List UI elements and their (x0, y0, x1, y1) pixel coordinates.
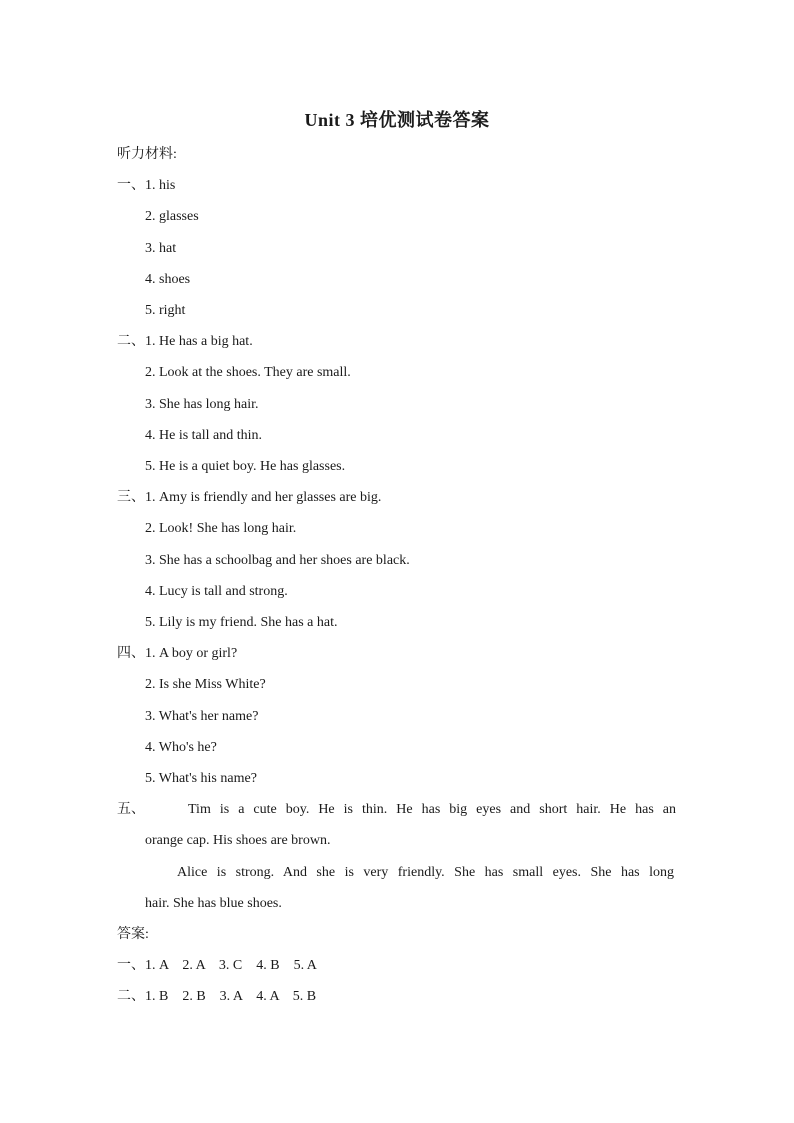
passage-1-line-1: Tim is a cute boy. He is thin. He has big eyes and short hair. He has an (188, 802, 676, 817)
section-marker: 五、 (117, 802, 145, 817)
answer-row-2 (117, 988, 316, 1006)
section-marker: 二、 (117, 989, 145, 1004)
section-marker: 四、 (117, 646, 145, 661)
list-item: 3. hat (145, 241, 177, 256)
list-item: 4. He is tall and thin. (145, 428, 263, 443)
section-marker: 二、 (117, 334, 145, 349)
listening-heading: 听力材料: (117, 147, 177, 162)
page-title: Unit 3 培优测试卷答案 (304, 110, 490, 130)
list-item: 2. Look at the shoes. They are small. (145, 365, 351, 380)
answer-values: 1. B 2. B 3. A 4. A 5. B (145, 989, 317, 1004)
list-item: 2. Look! She has long hair. (145, 521, 297, 536)
list-item: 1. his (145, 178, 176, 193)
section-marker: 一、 (117, 958, 145, 973)
list-item: 5. What's his name? (145, 771, 257, 786)
answer-row-1 (117, 957, 317, 975)
section-3-first-line (117, 489, 381, 507)
list-item: 5. He is a quiet boy. He has glasses. (145, 459, 346, 474)
list-item: 1. A boy or girl? (145, 646, 238, 661)
list-item: 3. What's her name? (145, 709, 259, 724)
section-2-first-line (117, 333, 253, 351)
answer-values: 1. A 2. A 3. C 4. B 5. A (145, 958, 317, 973)
list-item: 2. glasses (145, 209, 199, 224)
list-item: 1. He has a big hat. (145, 334, 253, 349)
list-item: 4. Lucy is tall and strong. (145, 584, 288, 599)
list-item: 3. She has a schoolbag and her shoes are black. (145, 553, 410, 568)
list-item: 2. Is she Miss White? (145, 677, 266, 692)
section-1-first-line (117, 177, 175, 195)
list-item: 3. She has long hair. (145, 397, 259, 412)
passage-2-line-2: hair. She has blue shoes. (145, 896, 282, 911)
answers-heading: 答案: (117, 927, 149, 942)
list-item: 1. Amy is friendly and her glasses are big. (145, 490, 382, 505)
list-item: 4. Who's he? (145, 740, 217, 755)
section-marker: 一、 (117, 178, 145, 193)
list-item: 5. Lily is my friend. She has a hat. (145, 615, 338, 630)
passage-2-line-1: Alice is strong. And she is very friendly. She has small eyes. She has long (177, 865, 674, 880)
list-item: 5. right (145, 303, 186, 318)
passage-1-line-2: orange cap. His shoes are brown. (145, 833, 331, 848)
section-4-first-line (117, 645, 237, 663)
section-marker: 三、 (117, 490, 145, 505)
list-item: 4. shoes (145, 272, 191, 287)
